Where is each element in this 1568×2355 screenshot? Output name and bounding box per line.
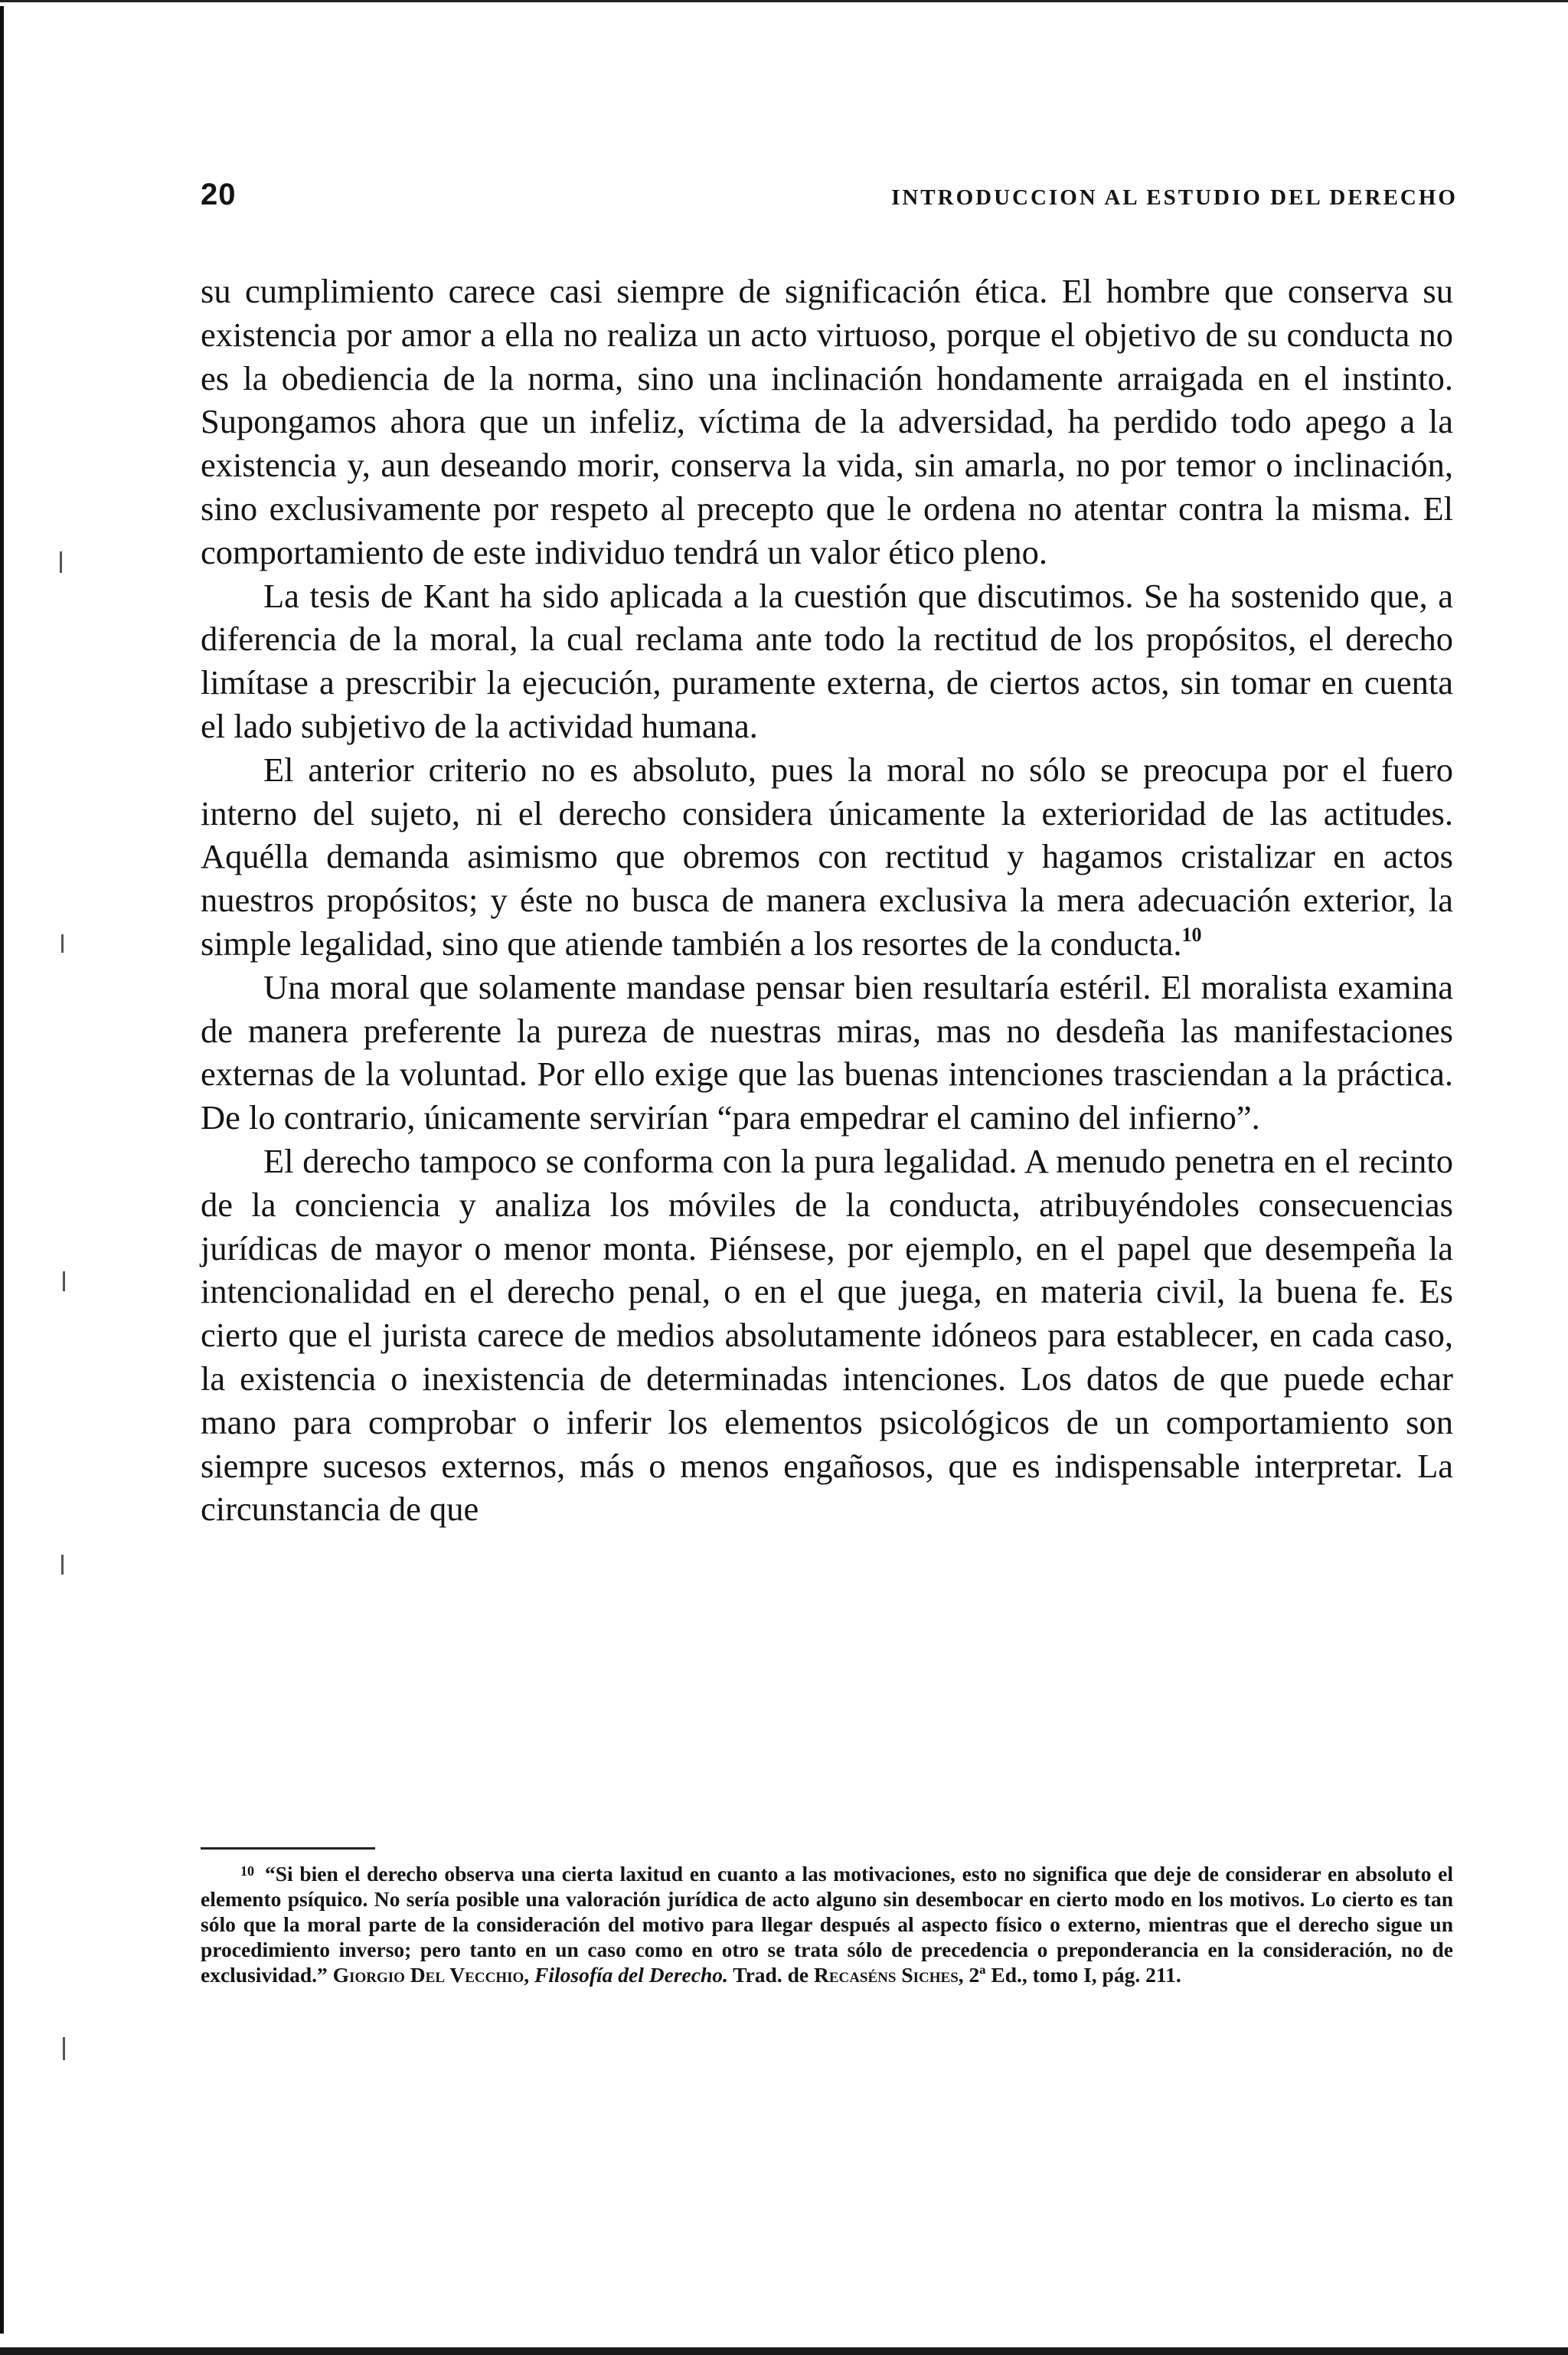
body-text [201, 270, 1453, 1531]
footnote-divider [201, 1847, 375, 1850]
footnote-edition: 2ª Ed., tomo I, pág. 211. [969, 1963, 1181, 1987]
margin-mark [63, 2037, 65, 2060]
footnote-section [201, 1861, 1453, 1987]
footnote-translation-prefix: Trad. de [733, 1963, 809, 1987]
margin-mark [61, 934, 64, 953]
paragraph: El derecho tampoco se conforma con la pura legalidad. A menudo penetra en el recinto de la conciencia y analiza los móviles de la conducta, atribuyéndoles consecuencias jurídicas de mayor o menor monta. Piénsese, por ejemplo, en el papel que desempeña la intencionalidad en el derecho penal, o en el que juega, en materia civil, la buena fe. Es cierto que el jurista carece de medios absolutamente idóneos para establecer, en cada caso, la existencia o inexistencia de determinadas intenciones. Los datos de que puede echar mano para comprobar o inferir los elementos psicológicos de un comportamiento son siempre sucesos externos, más o menos engañosos, que es indispensable interpretar. La circunstancia de que [201, 1141, 1453, 1529]
footnote-quote: “Si bien el derecho observa una cierta laxitud en cuanto a las motivaciones, esto no significa que deje de considerar en absoluto el elemento psíquico. No sería posible una valoración jurídica de acto alguno sin desembocar en cierto modo en los motivos. Lo cierto es tan sólo que la moral parte de la consideración del motivo para llegar después al aspecto físico o externo, mientras que el derecho sigue un procedimiento inverso; pero tanto en un caso como en otro se trata sólo de precedencia o preponderancia en la consideración, no de exclusividad.” [201, 1862, 1453, 1987]
scan-left-edge [0, 0, 28, 2355]
margin-mark [63, 1271, 65, 1291]
scan-bottom-edge [0, 2334, 1568, 2355]
footnote-reference: 10 [1181, 923, 1202, 946]
footnote [201, 1861, 1453, 1987]
paragraph: La tesis de Kant ha sido aplicada a la cuestión que discutimos. Se ha sostenido que, a diferencia de la moral, la cual reclama ante todo la rectitud de los propósitos, el derecho limítase a prescribir la ejecución, puramente externa, de ciertos actos, sin tomar en cuenta el lado subjetivo de la actividad humana. [201, 576, 1453, 745]
footnote-author: Giorgio Del Vecchio, [332, 1963, 530, 1987]
margin-mark [61, 1555, 64, 1575]
margin-mark [60, 551, 62, 573]
paragraph [201, 748, 1453, 966]
page-header [201, 178, 1458, 221]
scan-top-edge [0, 0, 1568, 6]
footnote-work-title: Filosofía del Derecho. [534, 1963, 728, 1987]
page-number: 20 [201, 178, 237, 211]
paragraph: Una moral que solamente mandase pensar bien resultaría estéril. El moralista examina de manera preferente la pureza de nuestras miras, mas no desdeña las manifestaciones externas de la voluntad. Por ello exige que las buenas intenciones trasciendan a la práctica. De lo contrario, únicamente servirían “para empedrar el camino del infierno”. [201, 967, 1453, 1137]
footnote-marker: 10 [240, 1863, 254, 1879]
paragraph: su cumplimiento carece casi siempre de significación ética. El hombre que conserva su existencia por amor a ella no realiza un acto virtuoso, porque el objetivo de su conducta no es la obediencia de la norma, sino una inclinación hondamente arraigada en el instinto. Supongamos ahora que un infeliz, víctima de la adversidad, ha perdido todo apego a la existencia y, aun deseando morir, conserva la vida, sin amarla, no por temor o inclinación, sino exclusivamente por respeto al precepto que le ordena no atentar contra la misma. El comportamiento de este individuo tendrá un valor ético pleno. [201, 272, 1453, 571]
footnote-translator: Recaséns Siches, [813, 1963, 964, 1987]
paragraph-text: El anterior criterio no es absoluto, pues la moral no sólo se preocupa por el fuero interno del sujeto, ni el derecho considera únicamente la exterioridad de las actitudes. Aquélla demanda asimismo que obremos con rectitud y hagamos cristalizar en actos nuestros propósitos; y éste no busca de manera exclusiva la mera adecuación exterior, la simple legalidad, sino que atiende también a los resortes de la conducta. [201, 750, 1453, 963]
running-title: INTRODUCCION AL ESTUDIO DEL DERECHO [891, 185, 1458, 210]
